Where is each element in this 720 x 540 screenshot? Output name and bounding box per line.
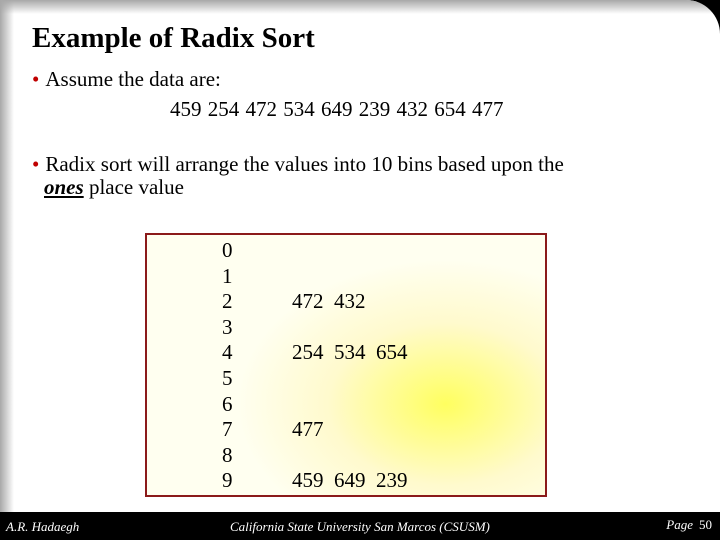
bin-values: 472 432 [292,289,366,314]
bin-number: 2 [222,289,233,314]
bin-row [147,288,545,314]
bin-values: 459 649 239 [292,468,408,493]
bin-number: 6 [222,391,233,416]
bin-row [147,391,545,417]
bin-number: 4 [222,340,233,365]
bin-number: 0 [222,238,233,262]
bin-row [147,237,545,263]
bullet-radix-description [32,153,672,199]
bin-number: 9 [222,468,233,493]
footer-author: A.R. Hadaegh [6,519,80,534]
bin-row [147,416,545,442]
bullet-continuation [32,176,672,199]
footer-page [666,517,712,533]
bin-row [147,314,545,340]
bullet-text: Assume the data are: [45,67,221,91]
bin-row [147,365,545,391]
bins-table [145,233,547,497]
page-label: Page [666,517,693,532]
page-number: 50 [699,517,712,532]
bin-row [147,263,545,289]
bin-number: 7 [222,417,233,442]
bin-number: 5 [222,366,233,390]
emphasis-ones: ones [44,175,84,199]
bin-number: 8 [222,442,233,467]
bin-number: 3 [222,314,233,339]
bin-row [147,467,545,493]
bullet-marker: • [32,152,40,176]
bin-values: 477 [292,417,324,442]
bin-values: 254 534 654 [292,340,408,365]
slide-title: Example of Radix Sort [32,22,315,54]
bin-row [147,442,545,468]
bin-number: 1 [222,263,233,288]
footer [0,512,720,540]
bullet-text-rest: place value [83,175,184,199]
bullet-assume-data [32,68,221,91]
bullet-text: Radix sort will arrange the values into 10 bins based upon the [45,152,564,176]
bullet-marker: • [32,67,40,91]
footer-institution: California State University San Marcos (CSUSM) [230,519,490,534]
bin-row [147,339,545,365]
data-values: 459 254 472 534 649 239 432 654 477 [170,97,504,121]
